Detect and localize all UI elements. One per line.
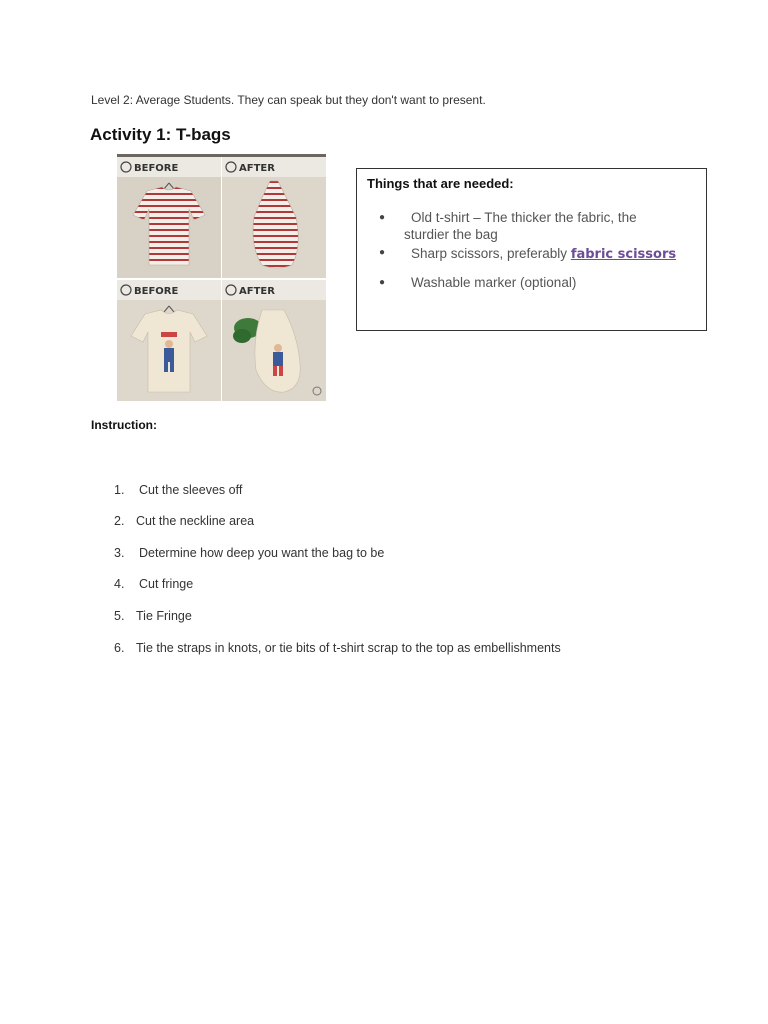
activity-title: Activity 1: T-bags	[90, 125, 231, 144]
materials-item-1-line1: Old t-shirt – The thicker the fabric, the	[411, 210, 637, 225]
materials-box: Things that are needed: ● Old t-shirt – The thicker the fabric, the sturdier the bag ● Sharp scissors, preferably fabric scissors ● Washable marker (optional)	[356, 168, 707, 331]
fabric-scissors-link[interactable]: fabric scissors	[570, 247, 677, 262]
step-5	[114, 609, 192, 623]
tshirt-bag-photo	[117, 154, 326, 400]
step-1-text: Cut the sleeves off	[139, 483, 243, 497]
instruction-label: Instruction:	[91, 418, 157, 432]
step-4-text: Cut fringe	[139, 577, 194, 591]
step-5-text: Tie Fringe	[136, 609, 192, 623]
step-6-number: 6.	[114, 641, 125, 655]
materials-item-2-text: Sharp scissors, preferably	[411, 246, 571, 261]
after-label: AFTER	[239, 163, 275, 174]
step-1-number: 1.	[114, 483, 125, 497]
step-5-number: 5.	[114, 609, 125, 623]
step-3-number: 3.	[114, 546, 125, 560]
step-6-text: Tie the straps in knots, or tie bits of t-shirt scrap to the top as embellishments	[136, 641, 561, 655]
step-6	[114, 641, 561, 655]
before-label-2: BEFORE	[134, 286, 179, 297]
step-1	[114, 483, 242, 497]
after-graphic-bag-panel	[222, 280, 326, 401]
before-graphic-tee-panel	[117, 280, 221, 401]
before-striped-shirt-panel	[117, 157, 221, 278]
step-3	[114, 546, 384, 560]
materials-item-3-text: Washable marker (optional)	[411, 275, 577, 290]
after-striped-bag-panel	[222, 157, 326, 278]
step-2-text: Cut the neckline area	[136, 514, 255, 528]
level-description: Level 2: Average Students. They can speak but they don't want to present.	[91, 93, 486, 107]
step-2	[114, 514, 254, 528]
step-2-number: 2.	[114, 514, 125, 528]
before-label: BEFORE	[134, 163, 179, 174]
materials-title: Things that are needed:	[367, 176, 514, 191]
materials-item-1-line2: sturdier the bag	[404, 227, 498, 242]
step-4-number: 4.	[114, 577, 125, 591]
step-3-text: Determine how deep you want the bag to be	[139, 546, 385, 560]
after-label-2: AFTER	[239, 286, 275, 297]
step-4	[114, 577, 193, 591]
